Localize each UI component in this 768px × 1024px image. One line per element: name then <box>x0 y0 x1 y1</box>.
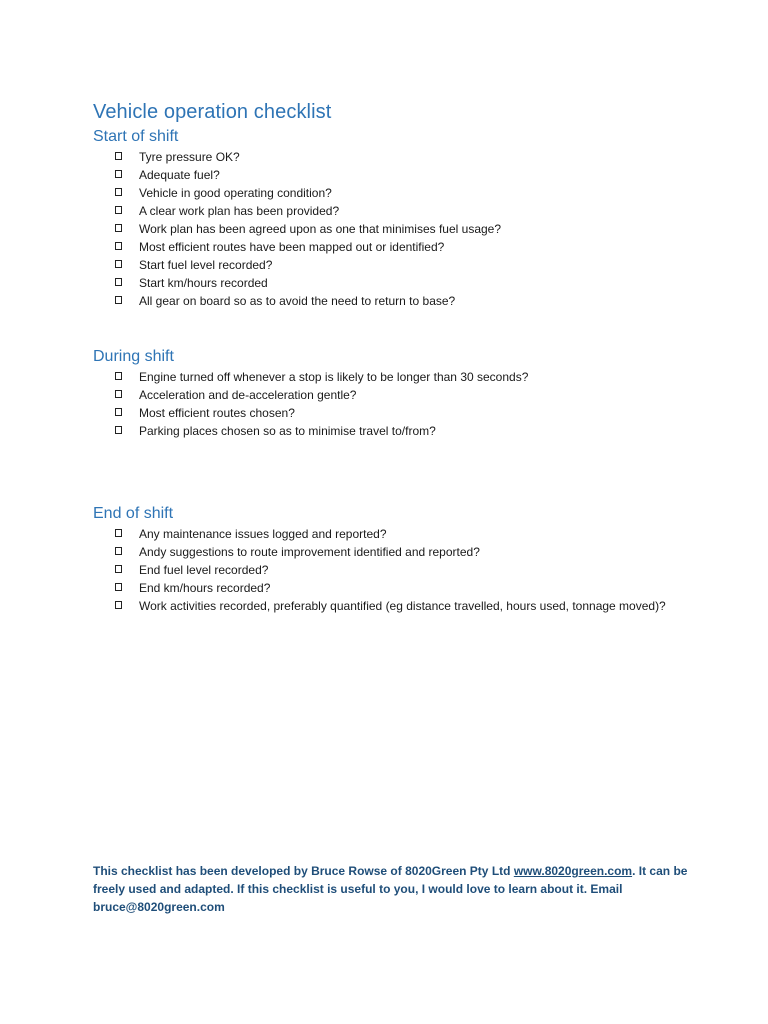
checklist-item[interactable] <box>93 525 713 543</box>
page-title: Vehicle operation checklist <box>93 101 332 123</box>
checklist <box>93 148 713 310</box>
checklist-item-text: Engine turned off whenever a stop is likely to be longer than 30 seconds? <box>139 370 529 384</box>
checklist-item-text: Andy suggestions to route improvement identified and reported? <box>139 545 480 559</box>
checkbox-icon[interactable] <box>115 390 122 398</box>
checklist-item[interactable] <box>93 292 713 310</box>
checklist-item-text: End fuel level recorded? <box>139 563 269 577</box>
checkbox-icon[interactable] <box>115 408 122 416</box>
checklist-item[interactable] <box>93 597 713 615</box>
checklist-item-text: Most efficient routes have been mapped out or identified? <box>139 240 445 254</box>
checklist-item[interactable] <box>93 579 713 597</box>
checkbox-icon[interactable] <box>115 206 122 214</box>
footer-note <box>93 862 693 916</box>
checklist-item-text: All gear on board so as to avoid the need to return to base? <box>139 294 456 308</box>
footer-text: This checklist has been developed by Bruce Rowse of 8020Green Pty Ltd <box>93 864 514 878</box>
checklist-item-text: Work activities recorded, preferably quantified (eg distance travelled, hours used, tonnage moved)? <box>139 599 666 613</box>
checklist-item-text: Any maintenance issues logged and reported? <box>139 527 387 541</box>
checklist-item-text: Vehicle in good operating condition? <box>139 186 332 200</box>
checkbox-icon[interactable] <box>115 601 122 609</box>
checklist-item-text: Adequate fuel? <box>139 168 220 182</box>
checkbox-icon[interactable] <box>115 242 122 250</box>
checklist-item[interactable] <box>93 148 713 166</box>
checkbox-icon[interactable] <box>115 188 122 196</box>
checklist-item[interactable] <box>93 404 713 422</box>
section-heading: Start of shift <box>93 128 179 145</box>
checkbox-icon[interactable] <box>115 296 122 304</box>
checklist <box>93 525 713 615</box>
checklist-item[interactable] <box>93 166 713 184</box>
checkbox-icon[interactable] <box>115 170 122 178</box>
checklist-item[interactable] <box>93 561 713 579</box>
checkbox-icon[interactable] <box>115 152 122 160</box>
footer-text-end: . It can be freely used and adapted. If this checklist is useful to you, I would love to learn about it. Email bruce@8020green.com <box>93 864 688 914</box>
checkbox-icon[interactable] <box>115 529 122 537</box>
checklist-item-text: End km/hours recorded? <box>139 581 271 595</box>
section-heading: During shift <box>93 348 174 365</box>
checklist <box>93 368 713 440</box>
checklist-item-text: Work plan has been agreed upon as one that minimises fuel usage? <box>139 222 502 236</box>
checklist-item-text: A clear work plan has been provided? <box>139 204 340 218</box>
checklist-item-text: Start fuel level recorded? <box>139 258 273 272</box>
section-start-of-shift <box>93 126 713 310</box>
checklist-item[interactable] <box>93 184 713 202</box>
section-during-shift <box>93 346 713 440</box>
checkbox-icon[interactable] <box>115 547 122 555</box>
checklist-item[interactable] <box>93 256 713 274</box>
checklist-item-text: Parking places chosen so as to minimise travel to/from? <box>139 424 436 438</box>
checklist-item[interactable] <box>93 238 713 256</box>
checkbox-icon[interactable] <box>115 224 122 232</box>
checkbox-icon[interactable] <box>115 426 122 434</box>
checkbox-icon[interactable] <box>115 565 122 573</box>
website-link[interactable]: www.8020green.com <box>513 864 633 878</box>
checklist-item-text: Acceleration and de-acceleration gentle? <box>139 388 357 402</box>
checkbox-icon[interactable] <box>115 278 122 286</box>
checklist-item-text: Tyre pressure OK? <box>139 150 240 164</box>
checklist-item[interactable] <box>93 386 713 404</box>
checklist-item-text: Most efficient routes chosen? <box>139 406 295 420</box>
checkbox-icon[interactable] <box>115 260 122 268</box>
checklist-item[interactable] <box>93 274 713 292</box>
section-end-of-shift <box>93 503 713 615</box>
section-heading: End of shift <box>93 505 174 522</box>
checklist-item[interactable] <box>93 202 713 220</box>
checklist-item[interactable] <box>93 422 713 440</box>
checkbox-icon[interactable] <box>115 583 122 591</box>
checklist-item[interactable] <box>93 220 713 238</box>
checklist-item-text: Start km/hours recorded <box>139 276 268 290</box>
checklist-item[interactable] <box>93 543 713 561</box>
checkbox-icon[interactable] <box>115 372 122 380</box>
checklist-item[interactable] <box>93 368 713 386</box>
